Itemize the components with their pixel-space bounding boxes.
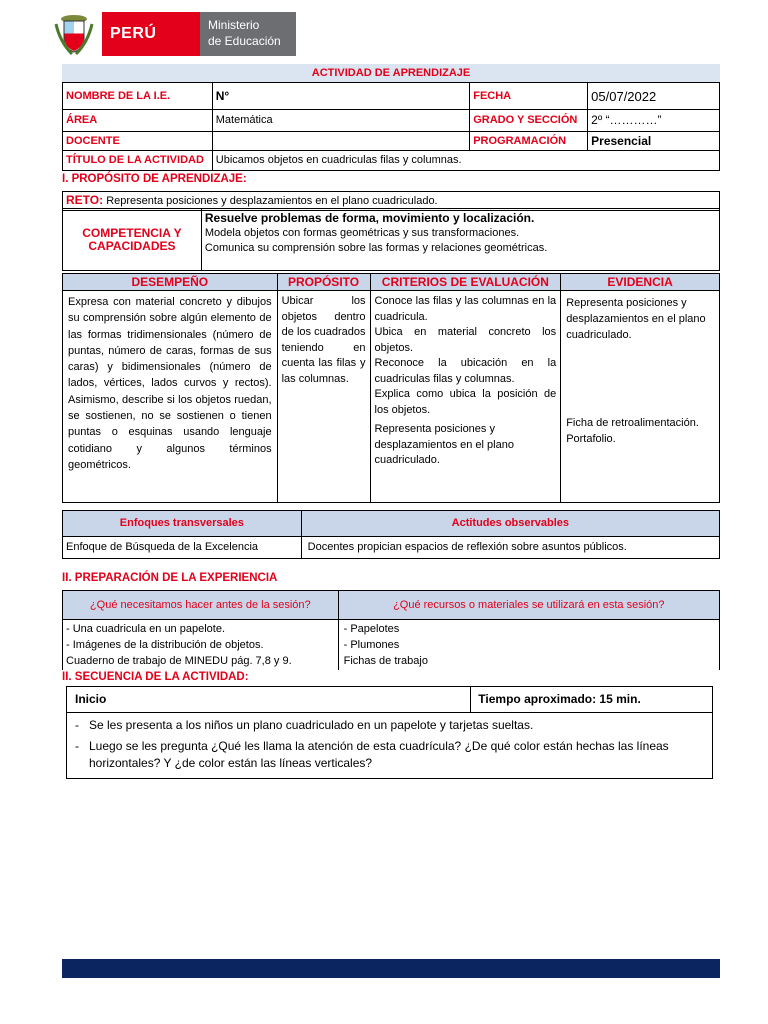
table-row (63, 291, 720, 503)
header-desempeno: DESEMPEÑO (63, 274, 278, 291)
value-fecha: 05/07/2022 (588, 83, 720, 110)
list-item (75, 717, 704, 734)
label-docente: DOCENTE (63, 132, 213, 151)
competencia-content (201, 209, 719, 271)
secuencia-table (66, 686, 713, 779)
ministry-line1: Ministerio (208, 18, 260, 32)
value-titulo: Ubicamos objetos en cuadriculas filas y columnas. (212, 151, 719, 171)
proposito-text: Ubicar los objetos dentro de los cuadrados teniendo en cuenta las filas y las columnas. (277, 291, 370, 503)
capacidad-item: Modela objetos con formas geométricas y sus transformaciones. (204, 227, 520, 239)
dash-bullet: - (75, 739, 79, 753)
list-item (75, 738, 704, 772)
preparacion-table (62, 590, 720, 670)
footer-bar (62, 959, 720, 978)
table-row (63, 591, 720, 620)
criterios-list (370, 291, 561, 503)
reto-text: Representa posiciones y desplazamientos en el plano cuadriculado. (106, 195, 438, 207)
inicio-label: Inicio (67, 687, 471, 713)
secuencia-content (67, 713, 713, 779)
section1-heading: I. PROPÓSITO DE APRENDIZAJE: (62, 173, 247, 185)
label-grado: GRADO Y SECCIÓN (470, 110, 588, 132)
value-docente (212, 132, 469, 151)
criterio-item: Ubica en material concreto los objetos. (374, 326, 557, 354)
recurso-item: Fichas de trabajo (343, 655, 428, 667)
label-nombre: NOMBRE DE LA I.E. (63, 83, 213, 110)
header-recursos: ¿Qué recursos o materiales se utilizará en esta sesión? (338, 591, 719, 620)
competencia-title: Resuelve problemas de forma, movimiento y localización. (204, 211, 535, 225)
evidencia-item: Representa posiciones y desplazamientos en el plano cuadriculado. (566, 297, 706, 341)
competencia-table (62, 208, 720, 271)
label-titulo: TÍTULO DE LA ACTIVIDAD (63, 151, 213, 171)
evidencia-cell (561, 291, 720, 503)
antes-item: - Imágenes de la distribución de objetos. (66, 639, 264, 651)
table-row (63, 132, 720, 151)
antes-item: - Una cuadricula en un papelote. (66, 623, 225, 635)
label-programacion: PROGRAMACIÓN (470, 132, 588, 151)
header-criterios: CRITERIOS DE EVALUACIÓN (370, 274, 561, 291)
desempeno-table (62, 273, 720, 503)
criterio-item: Conoce las filas y las columnas en la cuadricula. (374, 295, 557, 323)
ministry-badge (200, 12, 296, 56)
label-fecha: FECHA (470, 83, 588, 110)
dash-bullet: - (75, 718, 79, 732)
secuencia-item-2-line2: horizontales? Y ¿de color están las líneas verticales? (89, 756, 373, 770)
minedu-logo (52, 12, 296, 56)
table-row (63, 274, 720, 291)
value-programacion: Presencial (588, 132, 720, 151)
header-antes: ¿Qué necesitamos hacer antes de la sesión? (63, 591, 339, 620)
value-nombre: N° (212, 83, 469, 110)
table-row (63, 209, 720, 271)
competencia-label-2: CAPACIDADES (88, 238, 176, 253)
header-proposito: PROPÓSITO (277, 274, 370, 291)
criterio-item: Reconoce la ubicación en la cuadriculas filas y columnas. (374, 357, 557, 385)
table-row (63, 537, 720, 559)
competencia-label (63, 209, 202, 271)
label-area: ÁREA (63, 110, 213, 132)
section3-heading: II. SECUENCIA DE LA ACTIVIDAD: (62, 671, 249, 683)
competencia-label-1: COMPETENCIA Y (82, 225, 182, 240)
antes-list (63, 620, 339, 671)
table-row (67, 687, 713, 713)
recursos-list (338, 620, 719, 671)
header-evidencia: EVIDENCIA (561, 274, 720, 291)
secuencia-item-1: Se les presenta a los niños un plano cuadriculado en un papelote y tarjetas sueltas. (89, 718, 534, 732)
peru-badge (102, 12, 200, 56)
recurso-item: - Plumones (343, 639, 400, 651)
secuencia-item-2-line1: Luego se les pregunta ¿Qué les llama la atención de esta cuadrícula? ¿De qué color están hechas las líneas (89, 739, 669, 753)
activity-title: ACTIVIDAD DE APRENDIZAJE (62, 64, 720, 82)
desempeno-text: Expresa con material concreto y dibujos su comprensión sobre algún elemento de las formas tridimensionales (número de puntas, número de caras, formas de sus caras) y bidimensionales (número de lados, vértices, lados curvos y rectos). Asimismo, describe si los objetos ruedan, se sostienen, no se sostienen o tienen puntas o esquinas usando lenguaje cotidiano y algunos términos geométricos. (63, 291, 278, 503)
table-row (63, 83, 720, 110)
table-row (63, 151, 720, 171)
enfoques-table (62, 510, 720, 559)
criterio-item: Explica como ubica la posición de los objetos. (374, 388, 557, 416)
actitud-value: Docentes propician espacios de reflexión sobre asuntos públicos. (301, 537, 719, 559)
recurso-item: - Papelotes (343, 623, 400, 635)
capacidad-item: Comunica su comprensión sobre las formas y relaciones geométricas. (204, 242, 548, 254)
antes-item: Cuaderno de trabajo de MINEDU pág. 7,8 y 9. (66, 655, 292, 667)
header-enfoques: Enfoques transversales (63, 511, 302, 537)
criterio-item: Representa posiciones y desplazamientos en el plano cuadriculado. (374, 423, 514, 466)
value-area: Matemática (212, 110, 469, 132)
enfoque-value: Enfoque de Búsqueda de la Excelencia (63, 537, 302, 559)
evidencia-item: Portafolio. (566, 433, 616, 445)
activity-info-table (62, 82, 720, 171)
coat-of-arms-icon (52, 12, 96, 56)
table-row (63, 620, 720, 671)
header-actitudes: Actitudes observables (301, 511, 719, 537)
table-row (67, 713, 713, 779)
peru-label: PERÚ (110, 25, 157, 42)
reto-label: RETO: (66, 193, 104, 207)
table-row (63, 110, 720, 132)
evidencia-item: Ficha de retroalimentación. (566, 417, 699, 429)
value-grado: 2º “…………” (588, 110, 720, 132)
table-row (63, 511, 720, 537)
section2-heading: II. PREPARACIÓN DE LA EXPERIENCIA (62, 572, 278, 584)
tiempo-label: Tiempo aproximado: 15 min. (471, 687, 713, 713)
ministry-line2: de Educación (208, 34, 281, 48)
